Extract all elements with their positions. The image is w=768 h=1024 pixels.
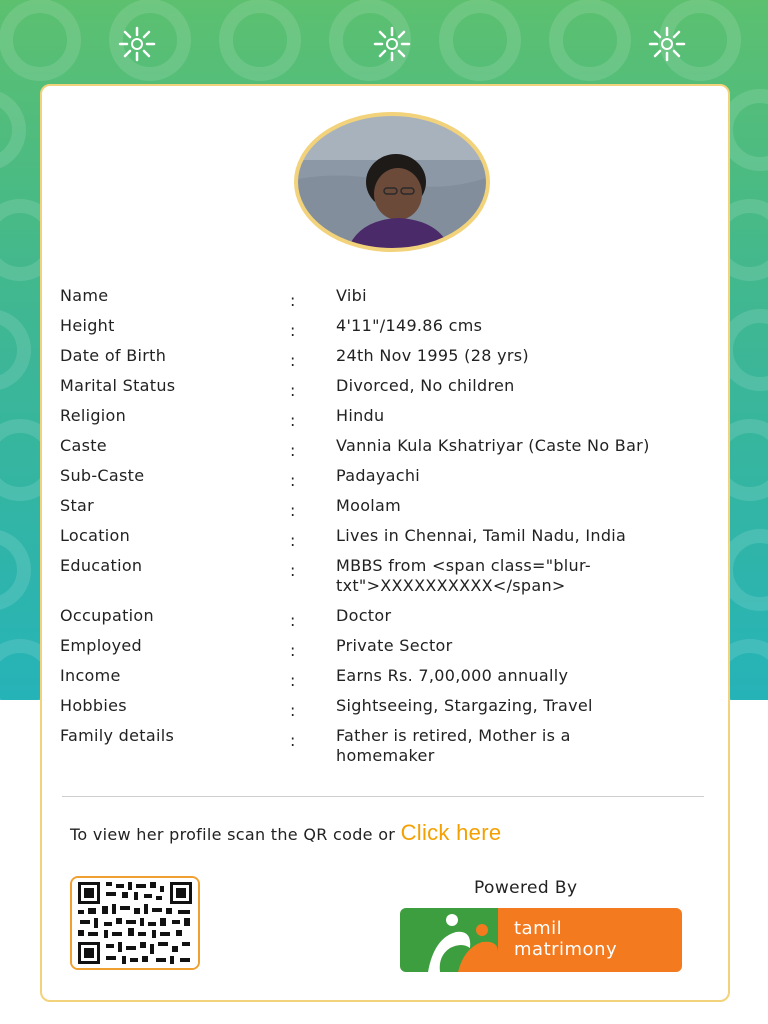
detail-separator: : (290, 411, 296, 430)
detail-row-star (60, 496, 720, 526)
detail-label: Education (60, 556, 143, 575)
detail-value: 24th Nov 1995 (28 yrs) (336, 346, 529, 365)
tamil-matrimony-logo[interactable] (400, 908, 682, 972)
detail-row-religion (60, 406, 720, 436)
detail-value: Vannia Kula Kshatriyar (Caste No Bar) (336, 436, 650, 455)
detail-label: Sub-Caste (60, 466, 145, 485)
detail-value: Doctor (336, 606, 392, 625)
detail-separator: : (290, 731, 296, 750)
qr-code[interactable] (70, 876, 200, 970)
detail-label: Occupation (60, 606, 154, 625)
detail-separator: : (290, 501, 296, 520)
detail-value: Divorced, No children (336, 376, 515, 395)
detail-row-date-of-birth (60, 346, 720, 376)
detail-label: Income (60, 666, 121, 685)
logo-figures-icon (400, 908, 498, 972)
detail-separator: : (290, 381, 296, 400)
detail-value: Earns Rs. 7,00,000 annually (336, 666, 569, 685)
profile-photo (292, 110, 492, 254)
tamil-matrimony-logo-icon (400, 908, 498, 972)
detail-row-income (60, 666, 720, 696)
detail-label: Employed (60, 636, 142, 655)
detail-label: Religion (60, 406, 127, 425)
detail-separator: : (290, 671, 296, 690)
detail-value: 4'11"/149.86 cms (336, 316, 483, 335)
detail-label: Family details (60, 726, 175, 745)
detail-value: Lives in Chennai, Tamil Nadu, India (336, 526, 627, 545)
detail-value: Padayachi (336, 466, 421, 485)
detail-label: Marital Status (60, 376, 176, 395)
profile-details (60, 286, 720, 776)
detail-row-location (60, 526, 720, 556)
detail-value: Vibi (336, 286, 367, 305)
detail-label: Name (60, 286, 109, 305)
detail-value: Sightseeing, Stargazing, Travel (336, 696, 593, 715)
logo-wordmark-line2: matrimony (514, 939, 618, 960)
detail-label: Location (60, 526, 131, 545)
detail-row-employed (60, 636, 720, 666)
detail-row-occupation (60, 606, 720, 636)
divider (62, 796, 704, 797)
detail-separator: : (290, 291, 296, 310)
detail-separator: : (290, 351, 296, 370)
avatar (292, 110, 492, 254)
detail-row-family-details (60, 726, 720, 776)
detail-separator: : (290, 701, 296, 720)
detail-separator: : (290, 561, 296, 580)
logo-wordmark-line1: tamil (514, 918, 563, 939)
detail-separator: : (290, 531, 296, 550)
detail-value: Private Sector (336, 636, 453, 655)
qr-code-icon (72, 878, 198, 968)
detail-value: Father is retired, Mother is a homemaker (336, 726, 571, 765)
detail-row-caste (60, 436, 720, 466)
detail-separator: : (290, 441, 296, 460)
powered-by-label: Powered By (474, 878, 578, 898)
detail-label: Caste (60, 436, 107, 455)
detail-row-sub-caste (60, 466, 720, 496)
detail-label: Hobbies (60, 696, 127, 715)
detail-row-education (60, 556, 720, 606)
flower-icon (114, 24, 160, 64)
click-here-link[interactable]: Click here (400, 820, 502, 845)
logo-wordmark (498, 908, 682, 972)
detail-label: Star (60, 496, 95, 515)
detail-value: Hindu (336, 406, 385, 425)
detail-separator: : (290, 641, 296, 660)
detail-value: Moolam (336, 496, 402, 515)
detail-row-marital-status (60, 376, 720, 406)
detail-value: MBBS from <span class="blur-txt">XXXXXXXXXX</span> (336, 556, 591, 595)
detail-separator: : (290, 611, 296, 630)
detail-label: Date of Birth (60, 346, 167, 365)
flower-icon (644, 24, 690, 64)
detail-row-hobbies (60, 696, 720, 726)
flower-icon (369, 24, 415, 64)
detail-row-height (60, 316, 720, 346)
detail-label: Height (60, 316, 115, 335)
qr-instruction-text: To view her profile scan the QR code or (70, 825, 401, 844)
profile-card (40, 84, 730, 1002)
detail-row-name (60, 286, 720, 316)
detail-separator: : (290, 471, 296, 490)
qr-instruction (70, 820, 501, 846)
detail-separator: : (290, 321, 296, 340)
